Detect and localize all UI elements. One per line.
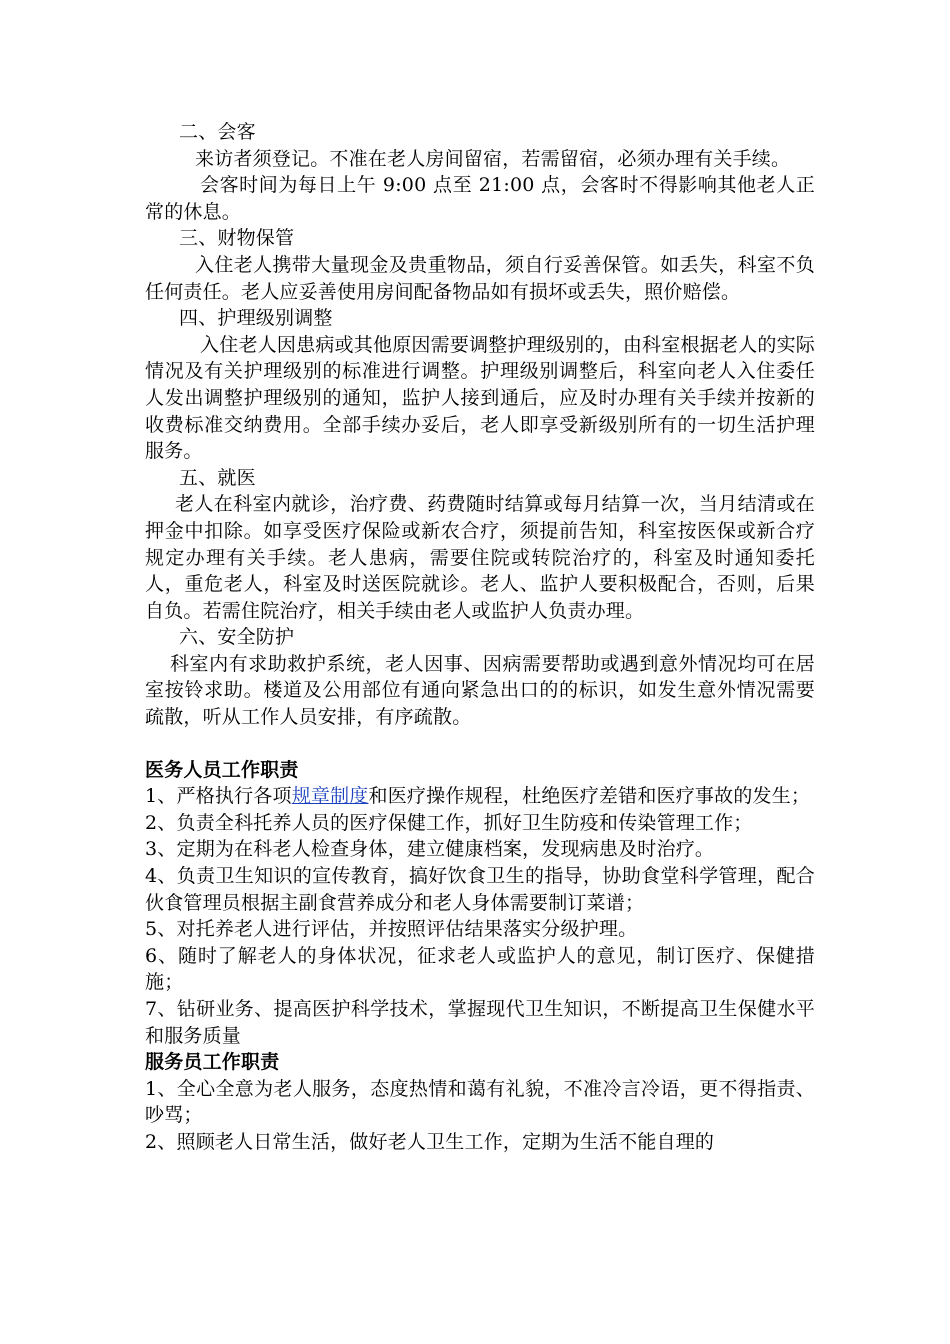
paragraph-visit-2: 会客时间为每日上午 9:00 点至 21:00 点，会客时不得影响其他老人正常的休息。 [145, 174, 815, 223]
blank-line [145, 731, 815, 757]
paragraph-care-level-1: 入住老人因患病或其他原因需要调整护理级别的，由科室根据老人的实际情况及有关护理级别的标准进行调整。护理级别调整后，科室向老人入住委任人发出调整护理级别的通知，监护人接到通后，应及时办理有关手续并按新的收费标准交纳费用。全部手续办妥后，老人即享受新级别所有的一切生活护理服务。 [145, 333, 815, 463]
section-heading-care-level: 四、护理级别调整 [179, 307, 333, 330]
section-heading-medical: 五、就医 [179, 466, 256, 489]
paragraph-safety-1: 科室内有求助救护系统，老人因事、因病需要帮助或遇到意外情况均可在居室按铃求助。楼道及公用部位有通向紧急出口的的标识，如发生意外情况需要疏散，听从工作人员安排，有序疏散。 [145, 652, 815, 729]
service-staff-item-2: 2、照顾老人日常生活，做好老人卫生工作，定期为生活不能自理的 [145, 1130, 715, 1153]
section-heading-visit: 二、会客 [179, 121, 256, 143]
medical-staff-item-4: 4、负责卫生知识的宣传教育，搞好饮食卫生的指导，协助食堂科学管理，配合伙食管理员根据主副食营养成分和老人身体需要制订菜谱； [145, 865, 815, 914]
section-heading-safety: 六、安全防护 [179, 626, 295, 649]
service-staff-item-1: 1、全心全意为老人服务，态度热情和蔼有礼貌，不准冷言冷语，更不得指责、吵骂； [145, 1077, 815, 1127]
medical-staff-item-1 [145, 783, 815, 810]
rules-regulations-link[interactable]: 规章制度 [291, 785, 369, 808]
section-heading-property: 三、财物保管 [179, 227, 295, 250]
document-page [145, 119, 815, 1156]
medical-staff-item-7: 7、钻研业务、提高医护科学技术，掌握现代卫生知识，不断提高卫生保健水平和服务质量 [145, 998, 815, 1047]
paragraph-visit-1: 来访者须登记。不准在老人房间留宿，若需留宿，必须办理有关手续。 [195, 147, 791, 170]
paragraph-property-1: 入住老人携带大量现金及贵重物品，须自行妥善保管。如丢失，科室不负任何责任。老人应妥善使用房间配备物品如有损坏或丢失，照价赔偿。 [145, 253, 815, 303]
medical-staff-item-6: 6、随时了解老人的身体状况，征求老人或监护人的意见，制订医疗、保健措施； [145, 944, 815, 994]
medical-staff-item-3: 3、定期为在科老人检查身体，建立健康档案，发现病患及时治疗。 [145, 838, 715, 861]
medical-staff-item-1-prefix: 1、严格执行各项 [145, 785, 292, 808]
service-staff-title: 服务员工作职责 [145, 1051, 280, 1074]
medical-staff-item-2: 2、负责全科托养人员的医疗保健工作，抓好卫生防疫和传染管理工作； [145, 811, 753, 834]
paragraph-medical-1: 老人在科室内就诊，治疗费、药费随时结算或每月结算一次，当月结清或在押金中扣除。如享受医疗保险或新农合疗，须提前告知，科室按医保或新合疗规定办理有关手续。老人患病，需要住院或转院治疗的，科室及时通知委托人，重危老人，科室及时送医院就诊。老人、监护人要积极配合，否则，后果自负。若需住院治疗，相关手续由老人或监护人负责办理。 [145, 493, 815, 622]
medical-staff-title: 医务人员工作职责 [145, 758, 299, 781]
medical-staff-item-1-suffix: 和医疗操作规程，杜绝医疗差错和医疗事故的发生； [368, 785, 811, 808]
medical-staff-item-5: 5、对托养老人进行评估，并按照评估结果落实分级护理。 [145, 918, 638, 941]
